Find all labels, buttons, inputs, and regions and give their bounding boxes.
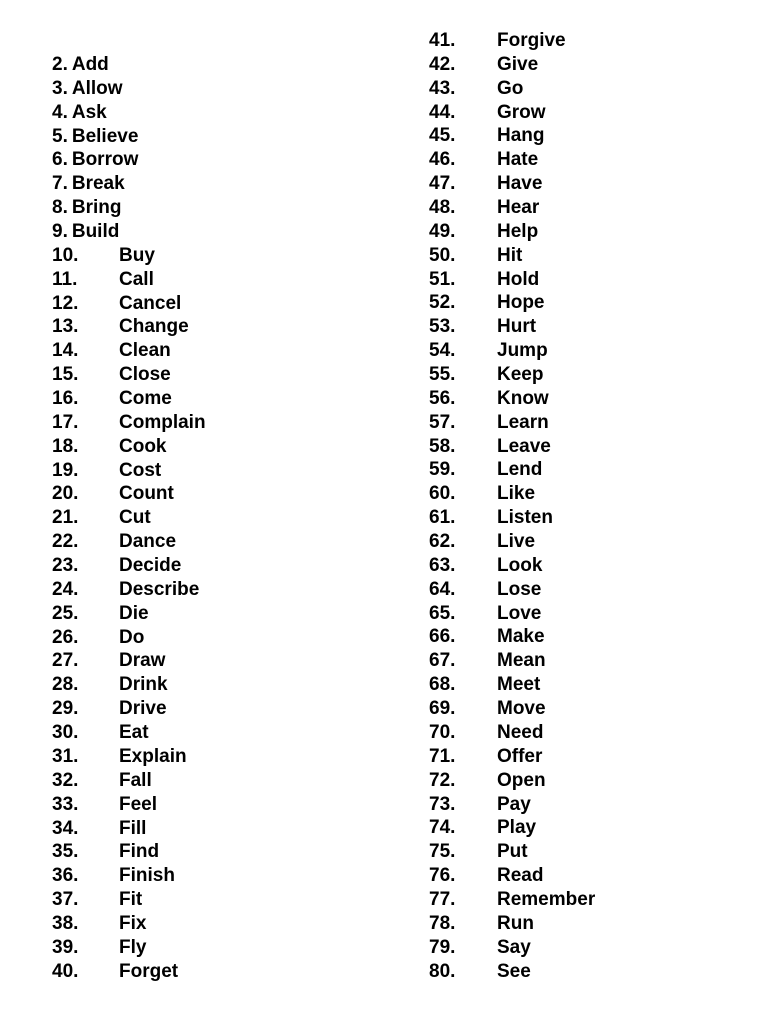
verb-number: 68. <box>429 674 456 696</box>
verb-list-item <box>429 864 544 888</box>
verb-number: 24. <box>52 578 79 600</box>
verb-list-item <box>52 769 152 793</box>
verb-number: 11. <box>52 268 78 290</box>
verb-list-item <box>429 411 549 435</box>
verb-list-item <box>52 745 187 769</box>
verb-number: 16. <box>52 388 79 410</box>
verb-number: 80. <box>429 960 456 982</box>
verb-word: Love <box>497 602 542 624</box>
verb-word: Build <box>71 221 120 243</box>
verb-list-item <box>52 864 175 888</box>
verb-number: 51. <box>429 268 456 290</box>
verb-number: 64. <box>429 578 456 600</box>
verb-list-item <box>429 936 531 960</box>
verb-word: Explain <box>119 745 187 767</box>
verb-number: 74. <box>429 817 456 839</box>
verb-number: 6. <box>52 149 68 171</box>
verb-list-item <box>429 960 531 984</box>
verb-list-item <box>429 840 528 864</box>
verb-word: Add <box>71 54 109 75</box>
verb-number: 57. <box>429 411 456 433</box>
verb-list-item <box>429 506 553 530</box>
verb-number: 70. <box>429 721 456 743</box>
verb-number: 50. <box>429 244 456 266</box>
verb-number: 5. <box>52 125 68 147</box>
verb-list-item <box>429 745 543 769</box>
verb-number: 30. <box>52 722 79 744</box>
verb-word: Come <box>119 388 172 410</box>
verb-word: Complain <box>119 411 206 433</box>
verb-word: Run <box>497 912 534 934</box>
verb-number: 42. <box>429 53 456 75</box>
verb-number: 14. <box>52 340 79 362</box>
verb-number: 26. <box>52 626 79 648</box>
verb-number: 52. <box>429 292 456 314</box>
verb-word: Cost <box>119 459 162 481</box>
verb-number: 10. <box>52 244 79 266</box>
verb-word: Dance <box>119 531 177 553</box>
verb-list-item <box>52 387 172 411</box>
verb-word: Allow <box>71 77 123 99</box>
verb-word: Hate <box>497 149 539 171</box>
verb-list-item <box>429 554 543 578</box>
verb-number: 33. <box>52 793 79 815</box>
verb-number: 65. <box>429 602 456 624</box>
verb-word: Open <box>497 769 546 791</box>
verb-word: Eat <box>119 722 149 744</box>
verb-list-item <box>429 148 539 172</box>
verb-list-item <box>52 268 154 292</box>
verb-word: Jump <box>497 340 548 362</box>
verb-word: Finish <box>119 865 175 887</box>
verb-list-item <box>429 220 539 244</box>
verb-word: Hold <box>497 268 540 290</box>
verb-list-item <box>429 530 536 554</box>
verb-list-item <box>52 530 177 554</box>
verb-list-item <box>429 363 544 387</box>
verb-number: 79. <box>429 936 456 958</box>
verb-list-item <box>52 292 182 316</box>
verb-list-item <box>52 482 174 506</box>
verb-word: Meet <box>497 674 541 696</box>
verb-number: 27. <box>52 650 79 672</box>
verb-list-item <box>429 649 546 673</box>
verb-number: 7. <box>52 173 68 195</box>
verb-list-item <box>429 339 548 363</box>
verb-number: 67. <box>429 650 456 672</box>
verb-word: Close <box>119 364 171 386</box>
verb-list-item <box>429 244 523 268</box>
verb-list-item <box>52 721 149 745</box>
verb-list-item <box>429 124 545 148</box>
verb-list-item <box>429 602 542 626</box>
verb-word: Say <box>497 936 531 958</box>
verb-list-item <box>52 172 138 196</box>
verb-list-item <box>429 172 543 196</box>
verb-word: Live <box>497 531 536 553</box>
verb-number: 36. <box>52 865 79 887</box>
verb-number: 22. <box>52 531 79 553</box>
verb-number: 61. <box>429 507 456 529</box>
verb-word: Cook <box>119 435 167 457</box>
verb-number: 39. <box>52 936 79 958</box>
verb-word: Remember <box>497 888 596 910</box>
verb-word: Borrow <box>71 149 139 171</box>
verb-number: 8. <box>52 197 68 219</box>
verb-number: 40. <box>52 960 79 982</box>
verb-word: Learn <box>497 411 549 433</box>
verb-list-item <box>52 960 179 984</box>
verb-word: Count <box>119 483 174 505</box>
verb-word: Find <box>119 841 160 863</box>
verb-number: 46. <box>429 149 456 171</box>
verb-word: Forget <box>119 960 179 982</box>
verb-number: 9. <box>52 221 68 243</box>
verb-number: 32. <box>52 769 79 791</box>
verb-list-item <box>52 793 158 817</box>
verb-word: Call <box>119 268 154 290</box>
verb-number: 12. <box>52 292 79 314</box>
verb-number: 71. <box>429 745 456 767</box>
verb-word: Change <box>119 316 189 338</box>
verb-number: 76. <box>429 865 456 887</box>
verb-word: Fall <box>119 769 152 791</box>
verb-list-item <box>429 912 534 936</box>
verb-number: 20. <box>52 483 79 505</box>
verb-list-item <box>429 77 524 101</box>
verb-number: 49. <box>429 220 456 242</box>
verb-list-item <box>52 817 147 841</box>
verb-word: Put <box>497 841 528 863</box>
verb-number: 35. <box>52 841 79 863</box>
verb-list-item <box>52 936 147 960</box>
verb-word: Do <box>119 626 145 648</box>
verb-word: Hurt <box>497 316 537 338</box>
verb-word: Make <box>497 626 545 648</box>
verb-number: 41. <box>429 30 456 51</box>
verb-number: 53. <box>429 316 456 338</box>
verb-word: Like <box>497 483 536 505</box>
verb-word: Decide <box>119 555 182 577</box>
verb-word: Help <box>497 220 539 242</box>
verb-word: Fix <box>119 912 147 934</box>
verb-word: Buy <box>119 244 155 266</box>
verb-word: Hear <box>497 197 540 219</box>
verb-word: Hang <box>497 125 545 147</box>
verb-list-item <box>429 268 540 292</box>
verb-list-item <box>429 793 531 817</box>
verb-number: 54. <box>429 340 456 362</box>
verb-number: 19. <box>52 459 79 481</box>
verb-word: Grow <box>497 101 546 123</box>
verb-word: Die <box>119 602 149 624</box>
verb-number: 25. <box>52 602 79 624</box>
verb-word: Offer <box>497 745 543 767</box>
verb-list-item <box>429 435 551 459</box>
verb-list-item <box>52 697 167 721</box>
verb-list-item <box>52 649 166 673</box>
verb-word: Move <box>497 698 546 720</box>
verb-number: 38. <box>52 912 79 934</box>
verb-word: Know <box>497 387 549 409</box>
verb-number: 69. <box>429 698 456 720</box>
verb-word: Pay <box>497 793 531 815</box>
verb-list-left-column <box>52 53 206 984</box>
verb-word: Mean <box>497 650 546 672</box>
verb-list-item <box>52 673 168 697</box>
verb-number: 58. <box>429 435 456 457</box>
verb-list-item <box>52 554 182 578</box>
verb-number: 44. <box>429 101 456 123</box>
verb-word: Draw <box>119 650 166 672</box>
verb-list-item <box>429 315 537 339</box>
verb-word: Look <box>497 554 543 576</box>
verb-list-item <box>429 387 549 411</box>
verb-word: Leave <box>497 435 551 457</box>
verb-list-item <box>429 673 541 697</box>
verb-word: Go <box>497 77 524 99</box>
verb-list-item <box>429 888 596 912</box>
verb-number: 77. <box>429 888 456 910</box>
verb-number: 13. <box>52 316 79 338</box>
verb-list-item <box>52 912 147 936</box>
verb-list-item <box>52 435 167 459</box>
verb-list-item <box>52 125 138 149</box>
verb-number: 28. <box>52 674 79 696</box>
verb-number: 37. <box>52 889 79 911</box>
verb-list-item <box>52 53 138 77</box>
verb-list-item <box>52 459 162 483</box>
verb-list-item <box>429 482 536 506</box>
verb-number: 48. <box>429 197 456 219</box>
verb-list-item <box>52 315 189 339</box>
verb-number: 45. <box>429 125 456 147</box>
verb-number: 18. <box>52 435 79 457</box>
verb-list-item <box>429 53 539 77</box>
verb-list-item <box>52 840 160 864</box>
verb-list-item <box>52 506 151 530</box>
verb-list-item <box>52 77 138 101</box>
verb-list-item <box>429 721 544 745</box>
verb-list-item <box>429 29 566 53</box>
verb-number: 59. <box>429 459 456 481</box>
verb-list-item <box>52 602 149 626</box>
verb-number: 75. <box>429 841 456 863</box>
verb-list-item <box>52 363 171 387</box>
verb-word: Lend <box>497 459 543 481</box>
verb-number: 3. <box>52 77 68 99</box>
verb-number: 17. <box>52 411 79 433</box>
verb-list-item <box>429 816 537 840</box>
verb-word: Bring <box>71 197 122 219</box>
verb-word: Feel <box>119 793 158 815</box>
verb-list-item <box>52 626 145 650</box>
verb-word: Ask <box>71 101 107 123</box>
verb-list-item <box>52 411 206 435</box>
verb-number: 2. <box>52 54 68 75</box>
verb-word: Drink <box>119 674 168 696</box>
verb-word: Fit <box>119 889 143 911</box>
verb-word: Believe <box>71 125 139 147</box>
verb-number: 34. <box>52 817 79 839</box>
verb-word: Hope <box>497 292 545 314</box>
verb-word: Fill <box>119 817 147 839</box>
verb-word: Give <box>497 53 539 75</box>
verb-number: 66. <box>429 626 456 648</box>
verb-list-item <box>429 196 540 220</box>
verb-word: Describe <box>119 578 200 600</box>
verb-number: 43. <box>429 77 456 99</box>
verb-word: Fly <box>119 936 147 958</box>
verb-number: 73. <box>429 793 456 815</box>
verb-number: 23. <box>52 555 79 577</box>
verb-list-item <box>52 888 143 912</box>
verb-number: 62. <box>429 531 456 553</box>
verb-word: Forgive <box>497 30 566 51</box>
verb-word: Cancel <box>119 292 182 314</box>
verb-word: Keep <box>497 364 544 386</box>
verb-list-item <box>429 697 546 721</box>
verb-number: 56. <box>429 387 456 409</box>
verb-number: 15. <box>52 364 79 386</box>
verb-word: Listen <box>497 507 553 529</box>
verb-word: See <box>497 960 531 982</box>
verb-list-item <box>52 244 155 268</box>
verb-list-item <box>429 769 546 793</box>
verb-number: 4. <box>52 101 68 123</box>
verb-number: 47. <box>429 173 456 195</box>
verb-word: Hit <box>497 244 523 266</box>
verb-word: Need <box>497 721 544 743</box>
verb-number: 78. <box>429 912 456 934</box>
verb-word: Cut <box>119 507 151 529</box>
verb-list-item <box>52 196 138 220</box>
verb-number: 72. <box>429 769 456 791</box>
verb-list-item <box>429 291 545 315</box>
verb-number: 63. <box>429 554 456 576</box>
verb-list-item <box>52 101 138 125</box>
verb-list-item <box>52 578 200 602</box>
verb-list-item <box>52 339 171 363</box>
verb-word: Play <box>497 817 537 839</box>
verb-list-item <box>429 578 542 602</box>
verb-list-item <box>429 101 546 125</box>
verb-number: 21. <box>52 507 79 529</box>
verb-list-item <box>52 148 138 172</box>
verb-list-right-column <box>429 29 596 983</box>
verb-word: Read <box>497 865 544 887</box>
verb-list-item <box>52 220 138 244</box>
verb-list-item <box>429 625 545 649</box>
verb-number: 31. <box>52 745 79 767</box>
verb-word: Drive <box>119 698 167 720</box>
verb-list-item <box>429 458 543 482</box>
verb-number: 55. <box>429 364 456 386</box>
verb-word: Clean <box>119 340 171 362</box>
verb-word: Have <box>497 173 543 195</box>
verb-word: Lose <box>497 578 542 600</box>
verb-number: 60. <box>429 483 456 505</box>
verb-number: 29. <box>52 698 79 720</box>
verb-word: Break <box>71 173 125 195</box>
